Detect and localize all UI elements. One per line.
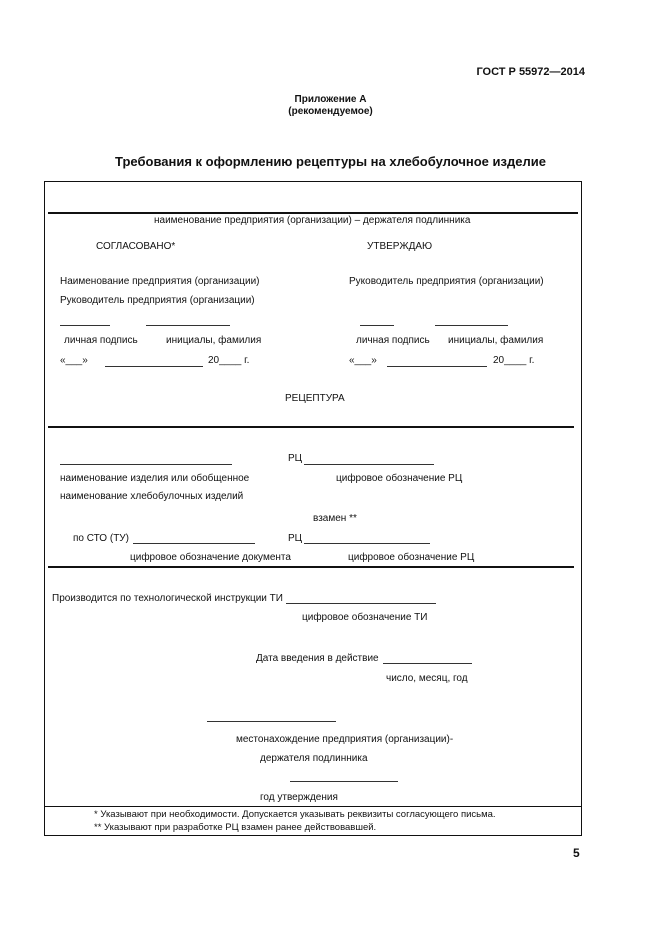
footnote-1: * Указывают при необходимости. Допускается указывать реквизиты согласующего письма. <box>94 809 496 820</box>
org-caption: наименование предприятия (организации) – держателя подлинника <box>154 215 471 226</box>
product-name-line <box>60 464 232 465</box>
right-date-day: «___» <box>349 355 377 366</box>
sto-label: по СТО (ТУ) <box>73 533 129 544</box>
left-date-year: 20____ г. <box>208 355 250 366</box>
right-director: Руководитель предприятия (организации) <box>349 276 544 287</box>
rc-number-line-2 <box>304 543 430 544</box>
standard-number: ГОСТ Р 55972—2014 <box>476 66 585 78</box>
agreed-heading: СОГЛАСОВАНО* <box>96 241 176 252</box>
ti-number-line <box>286 603 436 604</box>
right-name-label: инициалы, фамилия <box>448 335 544 346</box>
footnote-divider <box>44 806 582 807</box>
left-sign-label: личная подпись <box>64 335 138 346</box>
left-date-day: «___» <box>60 355 88 366</box>
instead-label: взамен ** <box>313 513 357 524</box>
rc-label: РЦ <box>288 453 303 464</box>
page-number: 5 <box>573 846 580 860</box>
right-sign-label: личная подпись <box>356 335 430 346</box>
rc-number-line <box>304 464 434 465</box>
year-line <box>290 781 398 782</box>
approve-heading: УТВЕРЖДАЮ <box>367 241 433 252</box>
main-title: Требования к оформлению рецептуры на хлебобулочное изделие <box>115 154 546 169</box>
left-director: Руководитель предприятия (организации) <box>60 295 255 306</box>
effective-date-line <box>383 663 472 664</box>
rc-caption: цифровое обозначение РЦ <box>336 473 463 484</box>
doc-caption: цифровое обозначение документа <box>130 552 291 563</box>
left-signature-line <box>60 325 110 326</box>
appendix-title: Приложение А <box>294 94 367 105</box>
org-name-line <box>48 212 578 214</box>
effective-date-label: Дата введения в действие <box>256 653 379 664</box>
effective-date-caption: число, месяц, год <box>386 673 468 684</box>
recipe-heading: РЕЦЕПТУРА <box>285 393 345 404</box>
rc-label-2: РЦ <box>288 533 303 544</box>
ti-caption: цифровое обозначение ТИ <box>302 612 428 623</box>
appendix-subtitle: (рекомендуемое) <box>288 106 373 117</box>
right-date-month-line <box>387 366 487 367</box>
footnote-2: ** Указывают при разработке РЦ взамен ранее действовавшей. <box>94 822 377 833</box>
recipe-divider <box>48 426 574 428</box>
ti-text: Производится по технологической инструкции ТИ <box>52 593 283 604</box>
left-name-label: инициалы, фамилия <box>166 335 262 346</box>
product-caption-2: наименование хлебобулочных изделий <box>60 491 244 502</box>
year-caption: год утверждения <box>260 792 338 803</box>
left-org-name: Наименование предприятия (организации) <box>60 276 260 287</box>
location-caption-1: местонахождение предприятия (организации)- <box>236 734 454 745</box>
right-name-line <box>435 325 508 326</box>
right-date-year: 20____ г. <box>493 355 535 366</box>
sto-number-line <box>133 543 255 544</box>
rc-caption-2: цифровое обозначение РЦ <box>348 552 475 563</box>
product-divider <box>48 566 574 568</box>
right-signature-line <box>360 325 394 326</box>
left-name-line <box>146 325 230 326</box>
left-date-month-line <box>105 366 203 367</box>
location-line <box>207 721 336 722</box>
product-caption-1: наименование изделия или обобщенное <box>60 473 250 484</box>
location-caption-2: держателя подлинника <box>260 753 368 764</box>
